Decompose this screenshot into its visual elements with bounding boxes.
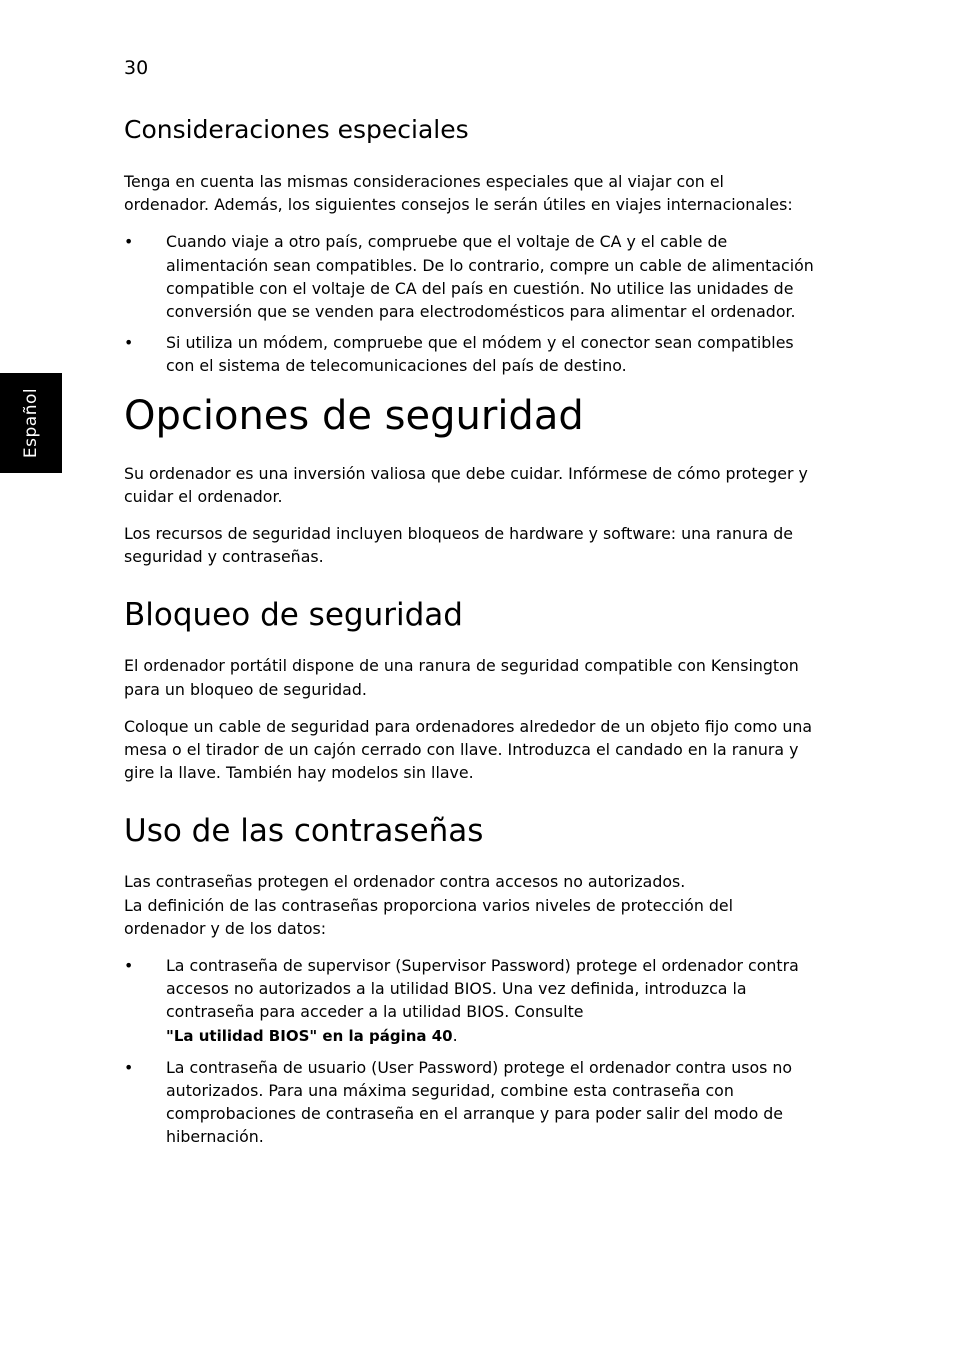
list-item-text: Si utiliza un módem, compruebe que el módem y el conector sean compatibles con el sistema de telecomunicaciones del país de destino. xyxy=(166,333,794,376)
language-side-tab xyxy=(0,373,62,473)
bios-reference-link[interactable]: "La utilidad BIOS" en la página 40 xyxy=(166,1026,453,1045)
list-item-text: Cuando viaje a otro país, compruebe que el voltaje de CA y el cable de alimentación sean compatibles. De lo contrario, compre un cable de alimentación compatible con el voltaje de CA del país en cuestión. No utilice las unidades de conversión que se venden para electrodomésticos para alimentar el ordenador. xyxy=(166,232,814,322)
list-item-text: La contraseña de supervisor (Supervisor Password) protege el ordenador contra accesos no autorizados a la utilidad BIOS. Una vez definida, introduzca la contraseña para acceder a la utilidad BIOS. Consulte xyxy=(166,956,799,1022)
heading-consideraciones: Consideraciones especiales xyxy=(124,115,469,144)
list-item xyxy=(124,954,814,1048)
bullet-icon: • xyxy=(124,956,134,976)
paragraph-consideraciones-intro: Tenga en cuenta las mismas consideraciones especiales que al viajar con el ordenador. Además, los siguientes consejos le serán útiles en viajes internacionales: xyxy=(124,172,793,215)
list-item xyxy=(124,1056,814,1149)
page-content xyxy=(124,114,814,1163)
paragraph-opciones-1: Su ordenador es una inversión valiosa que debe cuidar. Infórmese de cómo proteger y cuidar el ordenador. xyxy=(124,463,808,506)
bullet-icon: • xyxy=(124,333,134,353)
list-consideraciones xyxy=(124,230,814,377)
list-item xyxy=(124,230,814,323)
heading-opciones: Opciones de seguridad xyxy=(124,392,584,439)
intro-line-1: Las contraseñas protegen el ordenador contra accesos no autorizados. xyxy=(124,872,686,892)
list-item xyxy=(124,331,814,377)
paragraph-bloqueo-2: Coloque un cable de seguridad para ordenadores alrededor de un objeto fijo como una mesa o el tirador de un cajón cerrado con llave. Introduzca el candado en la ranura y gire la llave. También hay modelos sin llave. xyxy=(124,716,813,783)
list-contrasenas xyxy=(124,954,814,1149)
paragraph-bloqueo-1: El ordenador portátil dispone de una ranura de seguridad compatible con Kensington para un bloqueo de seguridad. xyxy=(124,656,799,699)
bullet-icon: • xyxy=(124,232,134,252)
list-item-text: La contraseña de usuario (User Password) protege el ordenador contra usos no autorizados. Para una máxima seguridad, combine esta contraseña con comprobaciones de contraseña en el arranque y para poder salir del modo de hibernación. xyxy=(166,1057,793,1147)
language-side-tab-label: Español xyxy=(21,387,41,459)
heading-bloqueo: Bloqueo de seguridad xyxy=(124,597,463,634)
intro-line-2: La definición de las contraseñas proporciona varios niveles de protección del ordenador y de los datos: xyxy=(124,895,733,938)
heading-contrasenas: Uso de las contraseñas xyxy=(124,813,484,850)
bullet-icon: • xyxy=(124,1057,134,1077)
list-item-end: . xyxy=(452,1025,458,1045)
paragraph-contrasenas-intro xyxy=(124,870,814,940)
paragraph-opciones-2: Los recursos de seguridad incluyen bloqueos de hardware y software: una ranura de seguridad y contraseñas. xyxy=(124,524,793,567)
page-number: 30 xyxy=(124,57,149,79)
